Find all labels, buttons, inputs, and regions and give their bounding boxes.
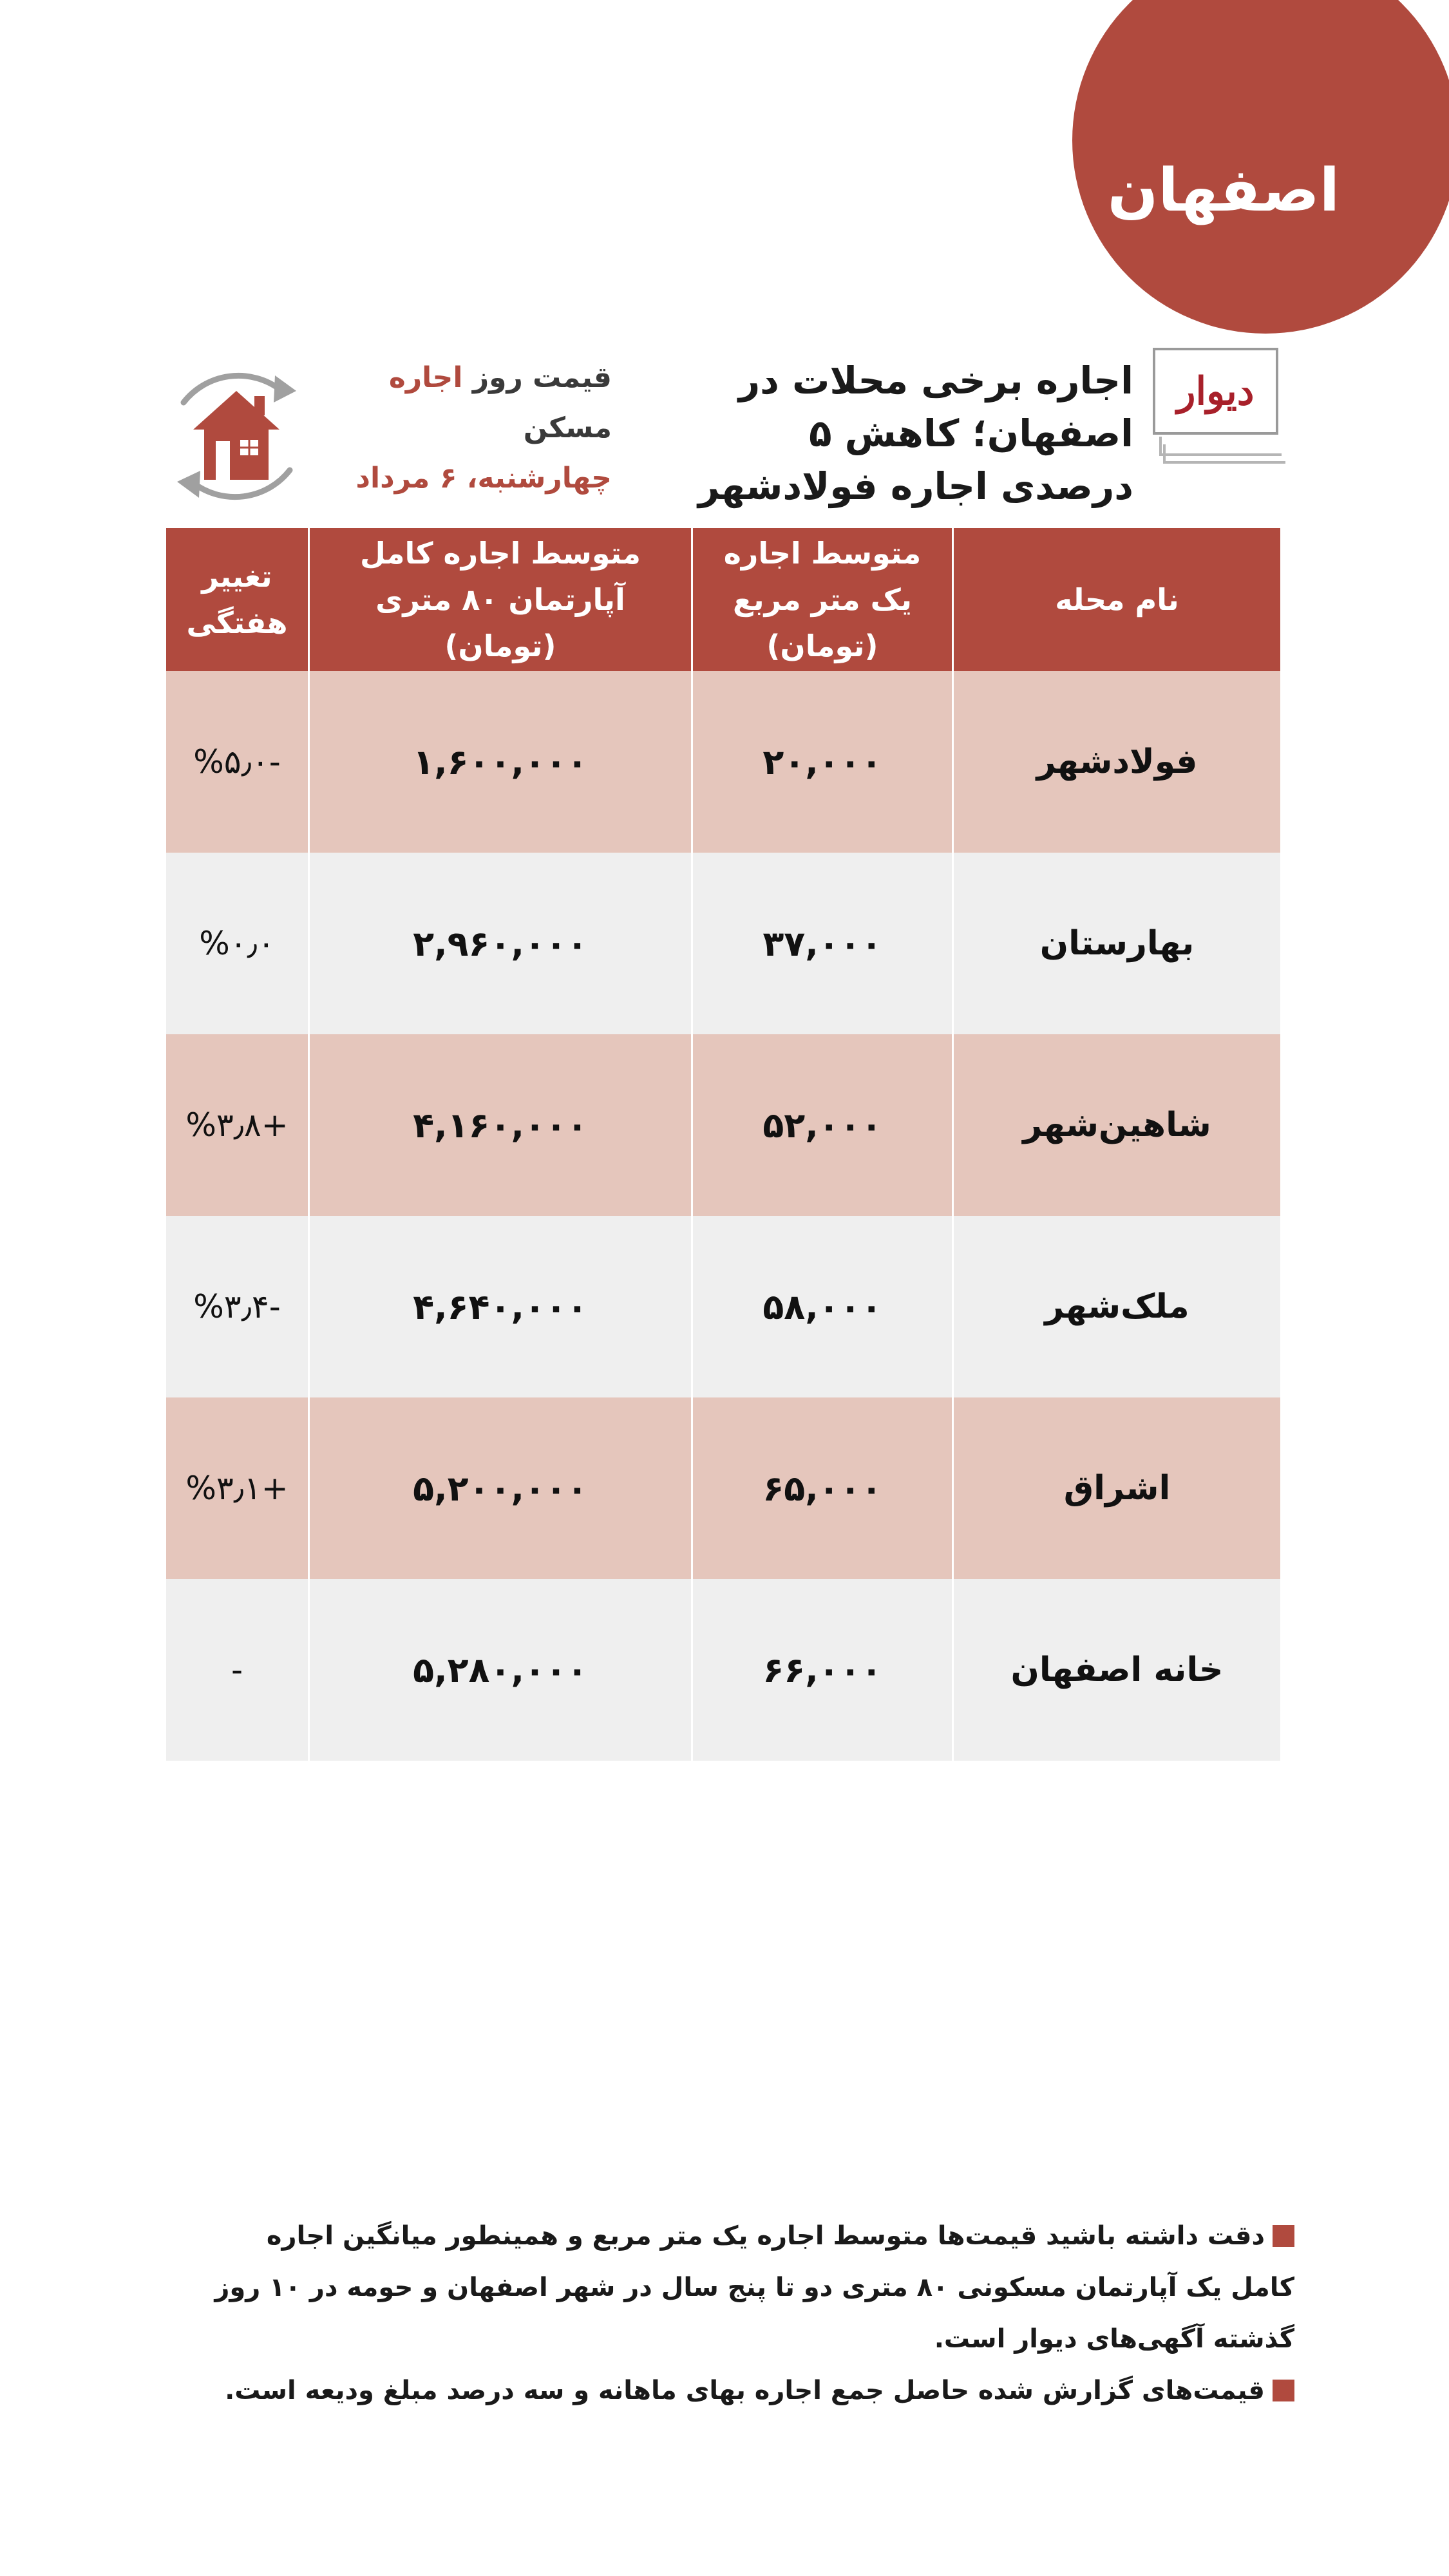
subheader (309, 353, 612, 504)
divar-logo-icon (1153, 348, 1288, 470)
table-row (166, 1216, 1280, 1397)
subheader-accent: اجاره (388, 361, 463, 394)
footnote-text: دقت داشته باشید قیمت‌ها متوسط اجاره یک متر مربع و همینطور میانگین اجاره کامل یک آپارتمان مسکونی ۸۰ متری دو تا پنج سال در شهر اصفهان و حومه در ۱۰ روز گذشته آگهی‌های دیوار است. (214, 2221, 1294, 2354)
header-neighborhood: نام محله (952, 528, 1280, 671)
footnote-item (213, 2365, 1294, 2416)
house-refresh-icon (158, 351, 316, 522)
cell-per-meter: ۵۲,۰۰۰ (691, 1034, 952, 1216)
cell-full-rent: ۲,۹۶۰,۰۰۰ (308, 853, 691, 1034)
cell-weekly-change: +%۳٫۱ (166, 1397, 308, 1579)
table-body (166, 671, 1280, 1761)
table-row (166, 1397, 1280, 1579)
cell-neighborhood: شاهین‌شهر (952, 1034, 1280, 1216)
table-header-row (166, 528, 1280, 671)
cell-full-rent: ۴,۱۶۰,۰۰۰ (308, 1034, 691, 1216)
cell-full-rent: ۵,۲۰۰,۰۰۰ (308, 1397, 691, 1579)
footnote-item (213, 2210, 1294, 2365)
headline: اجاره برخی محلات در اصفهان؛ کاهش ۵ درصدی اجاره فولادشهر (697, 359, 1133, 508)
logo-text: دیوار (1177, 368, 1255, 414)
footnotes (213, 2210, 1294, 2416)
table-row (166, 853, 1280, 1034)
cell-neighborhood: اشراق (952, 1397, 1280, 1579)
logo-sheet (1153, 348, 1278, 435)
square-bullet-icon (1273, 2225, 1294, 2247)
cell-per-meter: ۳۷,۰۰۰ (691, 853, 952, 1034)
cell-full-rent: ۴,۶۴۰,۰۰۰ (308, 1216, 691, 1397)
square-bullet-icon (1273, 2380, 1294, 2401)
header-weekly-change: تغییر هفتگی (166, 528, 308, 671)
cell-weekly-change: -%۳٫۴ (166, 1216, 308, 1397)
cell-neighborhood: خانه اصفهان (952, 1579, 1280, 1761)
subheader-suffix: مسکن (523, 412, 612, 444)
cell-full-rent: ۵,۲۸۰,۰۰۰ (308, 1579, 691, 1761)
cell-neighborhood: بهارستان (952, 853, 1280, 1034)
logo-page-2 (1159, 437, 1282, 456)
cell-per-meter: ۶۵,۰۰۰ (691, 1397, 952, 1579)
table-row (166, 1579, 1280, 1761)
cell-weekly-change: +%۳٫۸ (166, 1034, 308, 1216)
table-row (166, 671, 1280, 853)
cell-weekly-change: -%۵٫۰ (166, 671, 308, 853)
cell-weekly-change: %۰٫۰ (166, 853, 308, 1034)
rent-table (166, 528, 1280, 1761)
subheader-prefix: قیمت روز (472, 361, 612, 394)
subheader-date: چهارشنبه، ۶ مرداد (355, 462, 612, 495)
cell-weekly-change: - (166, 1579, 308, 1761)
cell-per-meter: ۵۸,۰۰۰ (691, 1216, 952, 1397)
cell-neighborhood: ملک‌شهر (952, 1216, 1280, 1397)
cell-per-meter: ۲۰,۰۰۰ (691, 671, 952, 853)
footnote-text: قیمت‌های گزارش شده حاصل جمع اجاره بهای ماهانه و سه درصد مبلغ ودیعه است. (225, 2376, 1265, 2405)
cell-per-meter: ۶۶,۰۰۰ (691, 1579, 952, 1761)
table-row (166, 1034, 1280, 1216)
subheader-title-line (309, 353, 612, 453)
header-per-meter: متوسط اجاره یک متر مربع (تومان) (691, 528, 952, 671)
city-title: اصفهان (1107, 156, 1340, 225)
cell-full-rent: ۱,۶۰۰,۰۰۰ (308, 671, 691, 853)
cell-neighborhood: فولادشهر (952, 671, 1280, 853)
header-full-rent: متوسط اجاره کامل آپارتمان ۸۰ متری (تومان) (308, 528, 691, 671)
